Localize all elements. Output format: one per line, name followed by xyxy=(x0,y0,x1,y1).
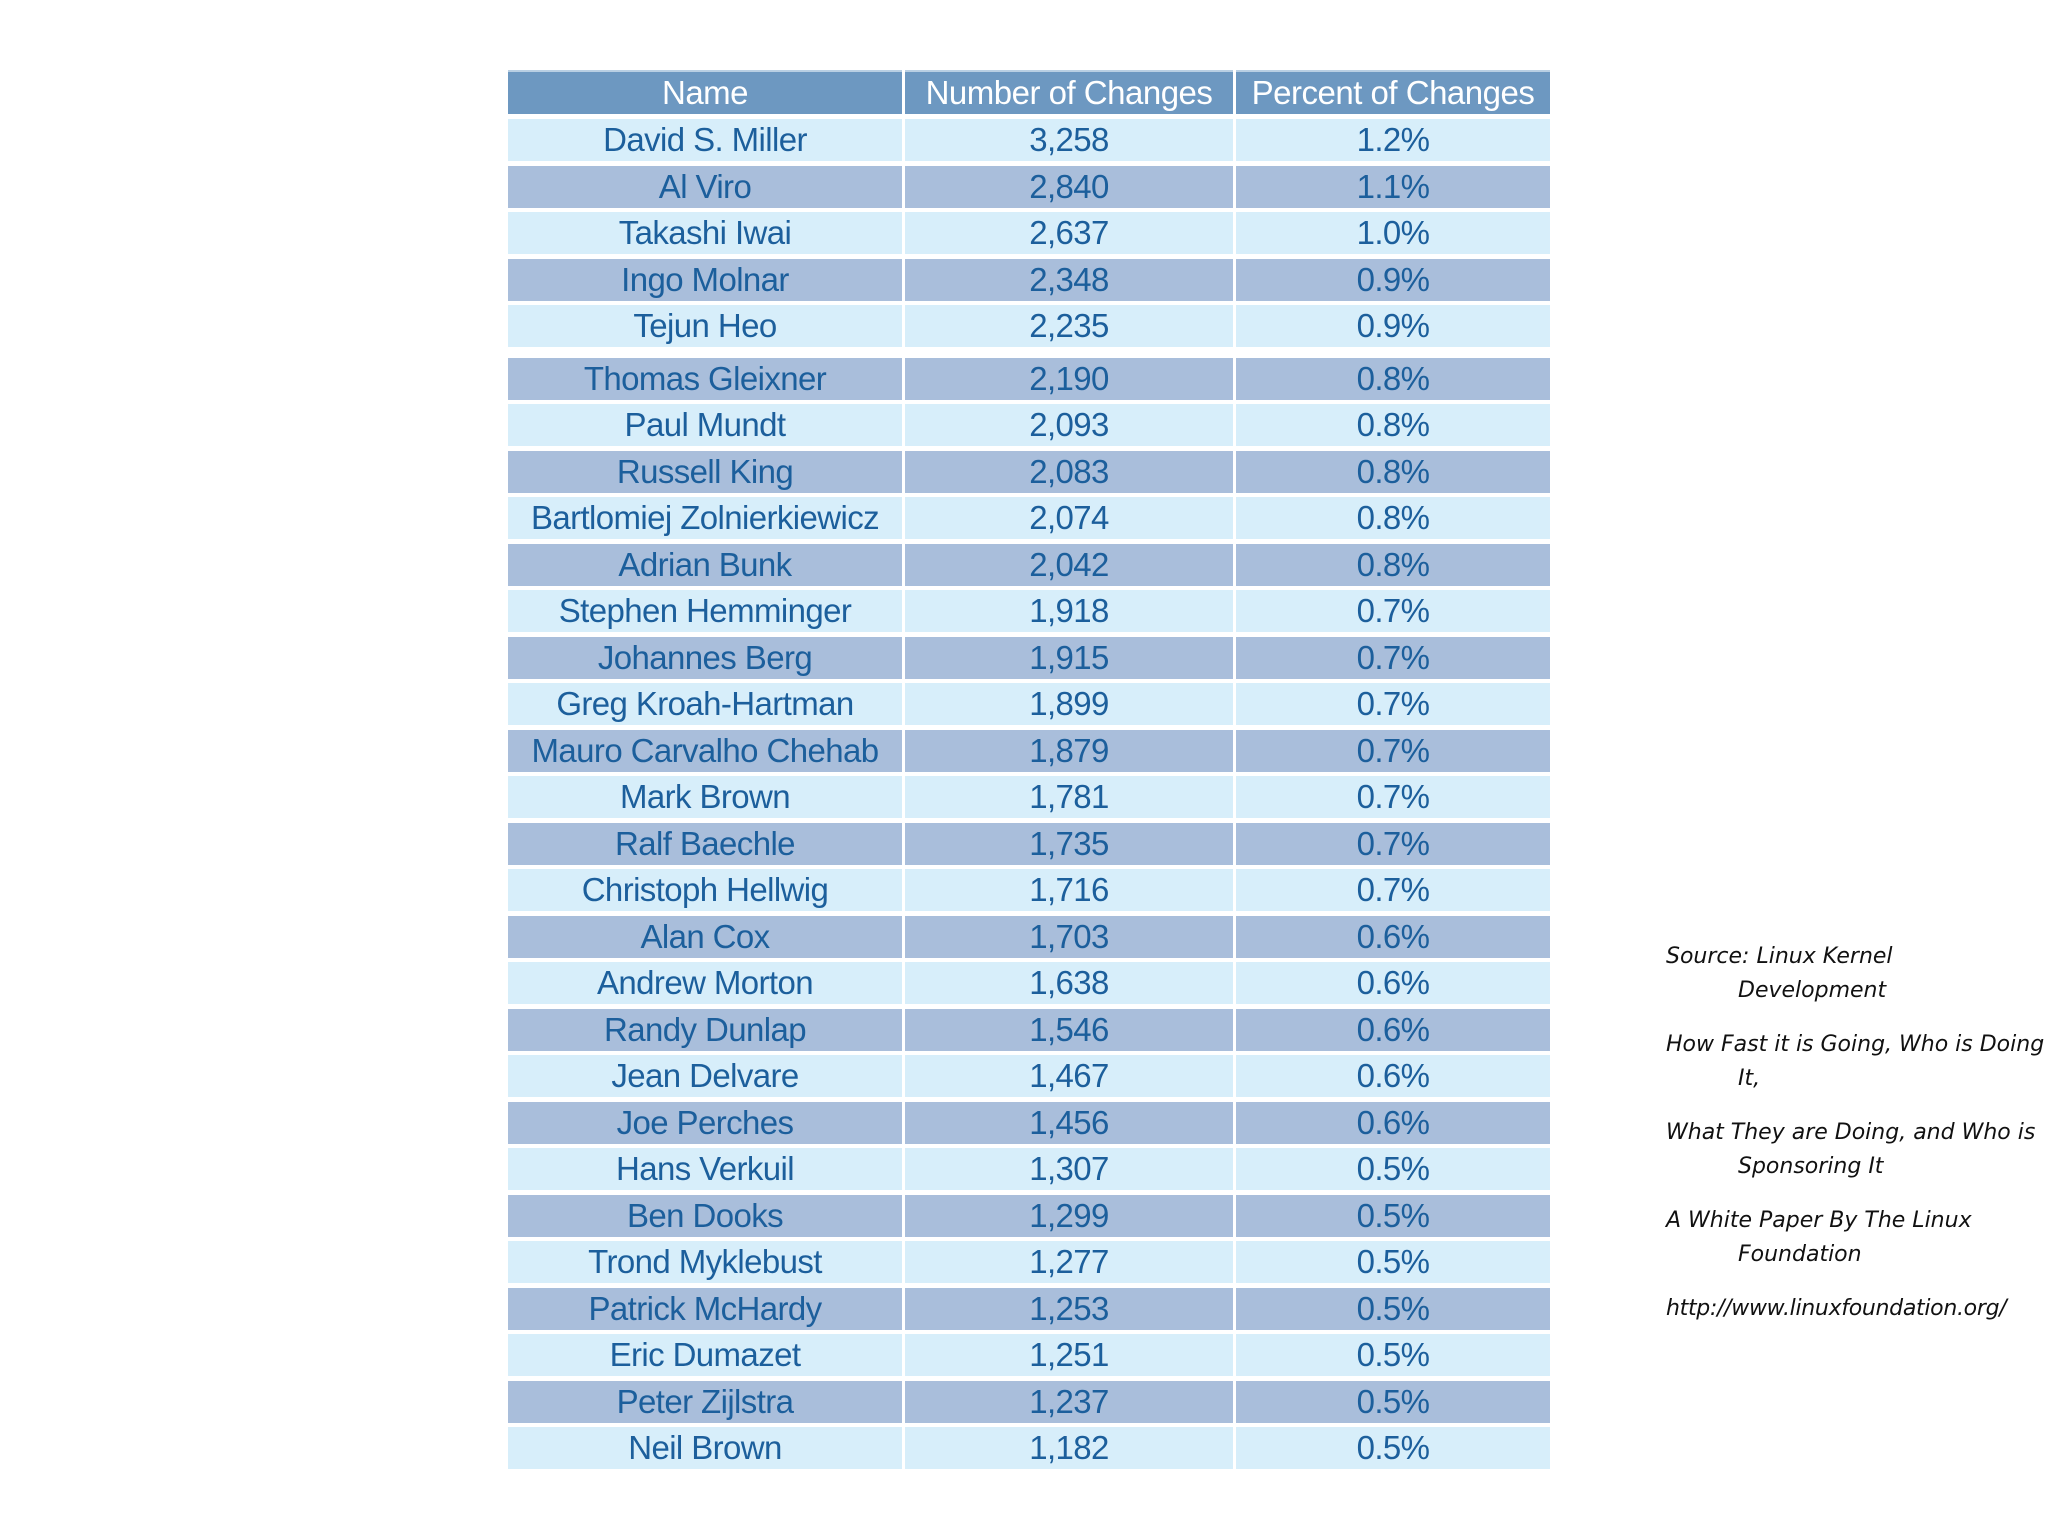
contributors-table xyxy=(508,70,1546,1474)
name-cell: Andrew Morton xyxy=(508,962,902,1004)
percent-cell: 0.7% xyxy=(1236,823,1550,865)
name-cell: Ralf Baechle xyxy=(508,823,902,865)
name-cell: Joe Perches xyxy=(508,1102,902,1144)
percent-cell: 0.7% xyxy=(1236,637,1550,679)
percent-cell: 0.7% xyxy=(1236,730,1550,772)
percent-cell: 0.8% xyxy=(1236,358,1550,400)
source-line: Source: Linux Kernel Development xyxy=(1666,944,1893,1003)
changes-cell: 1,299 xyxy=(905,1195,1233,1237)
changes-cell: 1,456 xyxy=(905,1102,1233,1144)
percent-cell: 0.7% xyxy=(1236,776,1550,818)
name-cell: Ben Dooks xyxy=(508,1195,902,1237)
name-cell: Trond Myklebust xyxy=(508,1241,902,1283)
changes-cell: 1,467 xyxy=(905,1055,1233,1097)
header-number-of-changes: Number of Changes xyxy=(905,70,1233,114)
name-cell: Ingo Molnar xyxy=(508,259,902,301)
changes-cell: 1,182 xyxy=(905,1427,1233,1469)
percent-cell: 0.5% xyxy=(1236,1148,1550,1190)
name-cell: Tejun Heo xyxy=(508,305,902,347)
changes-cell: 2,190 xyxy=(905,358,1233,400)
changes-cell: 2,235 xyxy=(905,305,1233,347)
percent-cell: 0.5% xyxy=(1236,1381,1550,1423)
percent-cell: 0.6% xyxy=(1236,1055,1550,1097)
percent-cell: 0.8% xyxy=(1236,404,1550,446)
subtitle-line-1: How Fast it is Going, Who is Doing It, xyxy=(1666,1032,2045,1091)
percent-cell: 0.6% xyxy=(1236,1102,1550,1144)
percent-cell: 0.9% xyxy=(1236,259,1550,301)
name-cell: Mark Brown xyxy=(508,776,902,818)
name-cell: Johannes Berg xyxy=(508,637,902,679)
percent-cell: 0.7% xyxy=(1236,590,1550,632)
changes-cell: 1,251 xyxy=(905,1334,1233,1376)
changes-cell: 1,918 xyxy=(905,590,1233,632)
percent-cell: 0.7% xyxy=(1236,869,1550,911)
name-cell: Al Viro xyxy=(508,166,902,208)
changes-cell: 1,915 xyxy=(905,637,1233,679)
changes-cell: 1,277 xyxy=(905,1241,1233,1283)
changes-cell: 1,307 xyxy=(905,1148,1233,1190)
name-cell: Mauro Carvalho Chehab xyxy=(508,730,902,772)
name-cell: Stephen Hemminger xyxy=(508,590,902,632)
changes-cell: 1,716 xyxy=(905,869,1233,911)
percent-cell: 1.2% xyxy=(1236,119,1550,161)
name-cell: Randy Dunlap xyxy=(508,1009,902,1051)
name-cell: Bartlomiej Zolnierkiewicz xyxy=(508,497,902,539)
percent-cell: 0.8% xyxy=(1236,544,1550,586)
changes-cell: 2,348 xyxy=(905,259,1233,301)
changes-cell: 2,074 xyxy=(905,497,1233,539)
name-cell: Peter Zijlstra xyxy=(508,1381,902,1423)
percent-cell: 0.7% xyxy=(1236,683,1550,725)
percent-cell: 1.1% xyxy=(1236,166,1550,208)
name-cell: Patrick McHardy xyxy=(508,1288,902,1330)
name-cell: Eric Dumazet xyxy=(508,1334,902,1376)
name-cell: Takashi Iwai xyxy=(508,212,902,254)
changes-cell: 2,042 xyxy=(905,544,1233,586)
percent-cell: 0.8% xyxy=(1236,497,1550,539)
changes-cell: 1,735 xyxy=(905,823,1233,865)
name-cell: Hans Verkuil xyxy=(508,1148,902,1190)
header-percent-of-changes: Percent of Changes xyxy=(1236,70,1550,114)
percent-cell: 0.5% xyxy=(1236,1241,1550,1283)
name-cell: Christoph Hellwig xyxy=(508,869,902,911)
changes-cell: 3,258 xyxy=(905,119,1233,161)
name-cell: Jean Delvare xyxy=(508,1055,902,1097)
percent-cell: 0.8% xyxy=(1236,451,1550,493)
percent-cell: 1.0% xyxy=(1236,212,1550,254)
changes-cell: 2,083 xyxy=(905,451,1233,493)
changes-cell: 2,093 xyxy=(905,404,1233,446)
name-cell: Paul Mundt xyxy=(508,404,902,446)
percent-cell: 0.9% xyxy=(1236,305,1550,347)
percent-cell: 0.5% xyxy=(1236,1288,1550,1330)
name-cell: Alan Cox xyxy=(508,916,902,958)
percent-cell: 0.6% xyxy=(1236,1009,1550,1051)
changes-cell: 1,899 xyxy=(905,683,1233,725)
publisher-line: A White Paper By The Linux Foundation xyxy=(1666,1208,1972,1267)
changes-cell: 1,781 xyxy=(905,776,1233,818)
percent-cell: 0.5% xyxy=(1236,1334,1550,1376)
changes-cell: 1,546 xyxy=(905,1009,1233,1051)
name-cell: Thomas Gleixner xyxy=(508,358,902,400)
changes-cell: 1,879 xyxy=(905,730,1233,772)
subtitle-line-2: What They are Doing, and Who is Sponsoring It xyxy=(1666,1120,2036,1179)
percent-cell: 0.5% xyxy=(1236,1195,1550,1237)
changes-cell: 1,253 xyxy=(905,1288,1233,1330)
header-name: Name xyxy=(508,70,902,114)
name-cell: Russell King xyxy=(508,451,902,493)
changes-cell: 2,840 xyxy=(905,166,1233,208)
changes-cell: 1,638 xyxy=(905,962,1233,1004)
changes-cell: 1,703 xyxy=(905,916,1233,958)
name-cell: Greg Kroah-Hartman xyxy=(508,683,902,725)
changes-cell: 1,237 xyxy=(905,1381,1233,1423)
source-note xyxy=(1666,940,2046,1326)
changes-cell: 2,637 xyxy=(905,212,1233,254)
source-url: http://www.linuxfoundation.org/ xyxy=(1666,1296,2007,1321)
name-cell: Adrian Bunk xyxy=(508,544,902,586)
percent-cell: 0.6% xyxy=(1236,962,1550,1004)
percent-cell: 0.5% xyxy=(1236,1427,1550,1469)
percent-cell: 0.6% xyxy=(1236,916,1550,958)
name-cell: Neil Brown xyxy=(508,1427,902,1469)
name-cell: David S. Miller xyxy=(508,119,902,161)
